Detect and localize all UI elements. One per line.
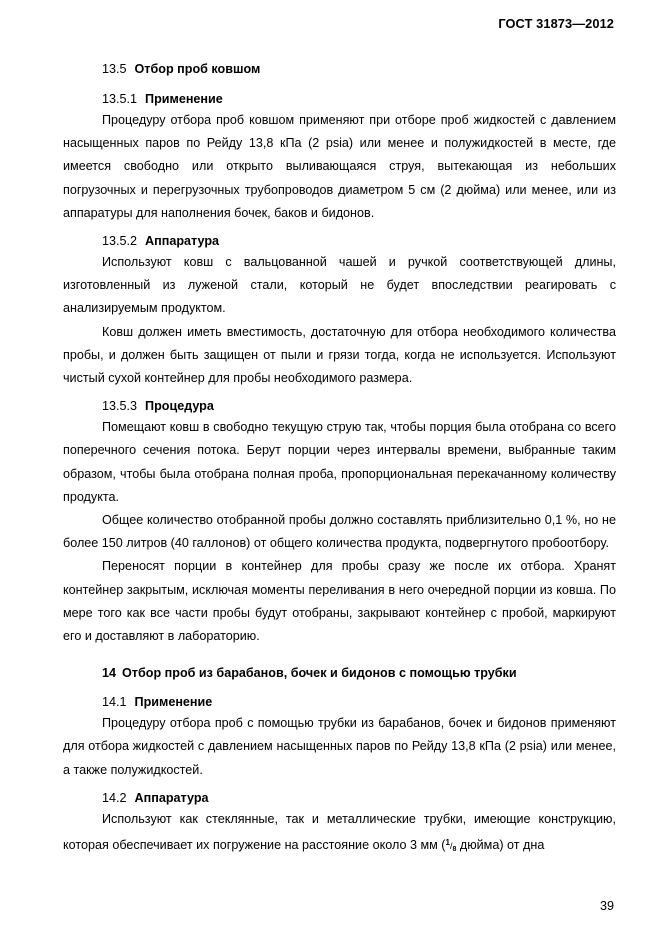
paragraph: Процедуру отбора проб с помощью трубки из барабанов, бочек и бидонов применяют для отбора жидкостей с давлением насыщенных паров по Рейду 13,8 кПа (2 psia) или менее, а также полужидкостей. — [63, 716, 616, 777]
paragraph: Переносят порции в контейнер для пробы сразу же после их отбора. Хранят контейнер закрытым, исключая моменты переливания в него очередной порции из ковша. По мере того как все части пробы будут отобраны, закрывают контейнер с пробой, маркируют его и доставляют в лабораторию. — [63, 559, 616, 644]
section-heading-13-5 — [63, 61, 616, 78]
page-number: 39 — [599, 899, 614, 913]
section-title: Отбор проб из барабанов, бочек и бидонов с помощью трубки — [122, 666, 517, 681]
standard-designation: ГОСТ 31873—2012 — [498, 16, 614, 31]
section-heading-13-5-1 — [63, 91, 616, 108]
fraction-denominator: 8 — [452, 846, 457, 854]
fraction-numerator: 1 — [445, 838, 450, 848]
section-number: 14.1 — [102, 695, 127, 710]
section-number: 14.2 — [102, 790, 127, 805]
section-title: Отбор проб ковшом — [134, 62, 261, 76]
section-heading-14-1 — [63, 694, 616, 711]
section-number: 14 — [102, 666, 117, 681]
section-number: 13.5.2 — [102, 234, 138, 249]
section-heading-13-5-2 — [63, 233, 616, 250]
section-title: Применение — [134, 695, 213, 710]
fraction: $^1/_8$ — [445, 838, 457, 854]
section-number: 13.5 — [102, 62, 127, 76]
paragraph: Помещают ковш в свободно текущую струю так, чтобы порция была отобрана со всего поперечного сечения потока. Берут порции через интервалы времени, выбранные таким образом, чтобы была отобрана полная проба, пропорциональная перекачанному количеству продукта. — [63, 420, 616, 504]
section-number: 13.5.3 — [102, 399, 138, 414]
section-number: 13.5.1 — [102, 92, 138, 106]
section-heading-13-5-3 — [63, 398, 616, 415]
section-heading-14 — [63, 665, 616, 682]
section-title: Аппаратура — [145, 234, 220, 249]
section-title: Аппаратура — [134, 790, 209, 805]
paragraph — [63, 808, 616, 861]
section-heading-14-2 — [63, 790, 616, 807]
paragraph: Общее количество отобранной пробы должно составлять приблизительно 0,1 %, но не более 150 литров (40 галлонов) от общего количества продукта, подвергнутого пробоотбору. — [63, 513, 616, 551]
paragraph: Ковш должен иметь вместимость, достаточную для отбора необходимого количества пробы, и должен быть защищен от пыли и грязи тогда, когда не используется. Используют чистый сухой контейнер для пробы необходимого размера. — [63, 324, 616, 386]
paragraph-text: Используют как стеклянные, так и металлические трубки, имеющие конструкцию, которая обеспечивает их погружение на расстояние около 3 мм ( — [63, 811, 616, 853]
section-title: Применение — [145, 92, 223, 106]
paragraph: Процедуру отбора проб ковшом применяют при отборе проб жидкостей с давлением насыщенных паров по Рейду 13,8 кПа (2 psia) или менее и полужидкостей в месте, где имеется свободно или открыто выливающаяся струя, вытекающая из небольших погрузочных и перегрузочных трубопроводов диаметром 5 см (2 дюйма) или менее, или из аппаратуры для наполнения бочек, баков и бидонов. — [63, 113, 616, 220]
paragraph-text: дюйма) от дна — [456, 838, 545, 853]
paragraph: Используют ковш с вальцованной чашей и ручкой соответствующей длины, изготовленный из луженой стали, который не будет впоследствии реагировать с анализируемым продуктом. — [63, 255, 616, 316]
document-body — [63, 61, 616, 861]
section-title: Процедура — [145, 399, 214, 414]
